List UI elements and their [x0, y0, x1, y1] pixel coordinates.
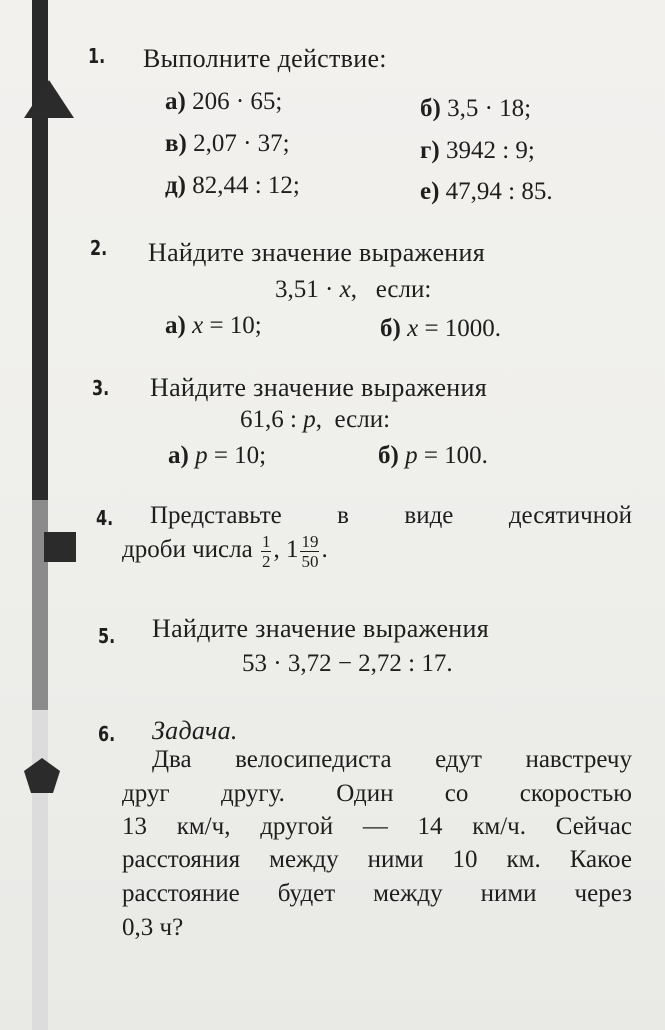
task-6-line-4 [122, 846, 632, 874]
item-text: 206 · 65; [192, 88, 283, 115]
item-text: 3,5 · 18; [447, 95, 532, 122]
end-mark: . [321, 536, 328, 564]
task-1-title: Выполните действие: [143, 44, 387, 73]
item-text: 47,94 : 85. [445, 178, 553, 205]
item-var: p [195, 442, 208, 469]
item-label: б) [420, 95, 441, 122]
item-text: 2,07 · 37; [193, 130, 290, 157]
item-text: 82,44 : 12; [192, 172, 300, 199]
denominator: 2 [261, 552, 271, 571]
word: 14 [417, 813, 443, 840]
word: Какое [569, 846, 632, 873]
task-5-title: Найдите значение выражения [152, 614, 489, 643]
task-6-line-2 [122, 780, 632, 808]
task-1-item-e [420, 178, 553, 206]
task-4-line-2 [122, 532, 328, 571]
word: Представьте [150, 502, 282, 529]
item-label: а) [168, 442, 189, 469]
item-value: = 10; [203, 312, 262, 339]
task-4-number: 4. [96, 506, 114, 530]
denominator: 50 [301, 552, 319, 571]
word: — [362, 813, 388, 840]
task-6-line-5 [122, 880, 632, 908]
item-label: б) [378, 442, 399, 469]
expr-right: , [350, 276, 357, 303]
separator: , [273, 536, 280, 564]
word: Два [152, 746, 192, 773]
word: км/ч. [472, 813, 526, 840]
task-6-line-3 [122, 813, 632, 841]
pentagon-marker-icon [22, 756, 62, 796]
task-5-expression: 53 · 3,72 − 2,72 : 17. [242, 650, 453, 677]
word: скоростью [519, 780, 632, 807]
word: расстояние [122, 880, 240, 907]
word: расстояния [122, 846, 241, 873]
margin-bar-dark [32, 0, 48, 500]
word: Сейчас [555, 813, 632, 840]
task-2-item-b [380, 315, 501, 343]
triangle-marker-icon [22, 78, 76, 120]
word: едут [435, 746, 482, 773]
word: между [269, 846, 339, 873]
task-1-number: 1. [88, 44, 106, 68]
task-5-number: 5. [98, 624, 116, 648]
task-6-line-1 [152, 746, 632, 774]
word: будет [277, 880, 336, 907]
task-4-line-1 [150, 502, 632, 530]
word: 10 [452, 846, 478, 873]
square-marker-icon [44, 532, 76, 562]
task-1-item-v [165, 130, 290, 158]
word: в [337, 502, 349, 529]
word: Один [336, 780, 394, 807]
task-3-number: 3. [92, 376, 110, 400]
task-2-title: Найдите значение выражения [148, 238, 485, 267]
task-1-item-b [420, 95, 531, 123]
expr-var: x [339, 276, 351, 303]
item-value: = 100. [417, 442, 488, 469]
word: навстречу [525, 746, 632, 773]
numerator: 19 [301, 532, 319, 551]
item-var: p [405, 442, 418, 469]
task-3-expression [240, 406, 390, 434]
word: км/ч, [176, 813, 231, 840]
fraction-one-half [261, 532, 272, 571]
word: км. [506, 846, 541, 873]
if-word: если: [375, 276, 432, 303]
task-2-number: 2. [90, 236, 108, 260]
word: между [373, 880, 443, 907]
item-label: а) [165, 312, 186, 339]
if-word: если: [334, 406, 391, 433]
word: ними [367, 846, 424, 873]
task-3-item-a [168, 442, 266, 470]
word: через [574, 880, 632, 907]
word: другой [260, 813, 334, 840]
task-6-line-6: 0,3 ч? [122, 914, 184, 941]
expr-left: 61,6 : [240, 406, 304, 433]
task-1-item-g [420, 137, 535, 165]
numerator: 1 [261, 532, 271, 551]
task-3-item-b [378, 442, 488, 470]
task-1-item-a [165, 88, 282, 116]
word: велосипедиста [235, 746, 392, 773]
item-var: x [407, 315, 419, 342]
item-label: б) [380, 315, 401, 342]
word: друг [122, 780, 170, 807]
item-label: г) [420, 137, 440, 164]
task-2-item-a [165, 312, 262, 340]
item-label: д) [165, 172, 186, 199]
item-text: 3942 : 9; [445, 137, 535, 164]
word: десятичной [508, 502, 632, 529]
task-2-expression [275, 276, 431, 304]
task-6-title: Задача. [152, 716, 238, 745]
item-label: е) [420, 178, 440, 205]
item-value: = 1000. [418, 315, 502, 342]
word: ними [480, 880, 537, 907]
task-6-number: 6. [98, 722, 116, 746]
line-text: дроби числа [122, 536, 253, 564]
item-var: x [192, 312, 204, 339]
item-label: а) [165, 88, 186, 115]
task-1-item-d [165, 172, 300, 200]
word: со [444, 780, 469, 807]
word: 13 [122, 813, 147, 840]
task-3-title: Найдите значение выражения [150, 373, 487, 402]
expr-right: , [315, 406, 322, 433]
word: другу. [221, 780, 285, 807]
item-value: = 10; [207, 442, 267, 469]
expr-left: 3,51 · [275, 276, 340, 303]
fraction-nineteen-fiftieths [300, 532, 319, 571]
expr-var: p [303, 406, 316, 433]
word: виде [404, 502, 454, 529]
item-label: в) [165, 130, 187, 157]
whole-part: 1 [285, 536, 299, 564]
